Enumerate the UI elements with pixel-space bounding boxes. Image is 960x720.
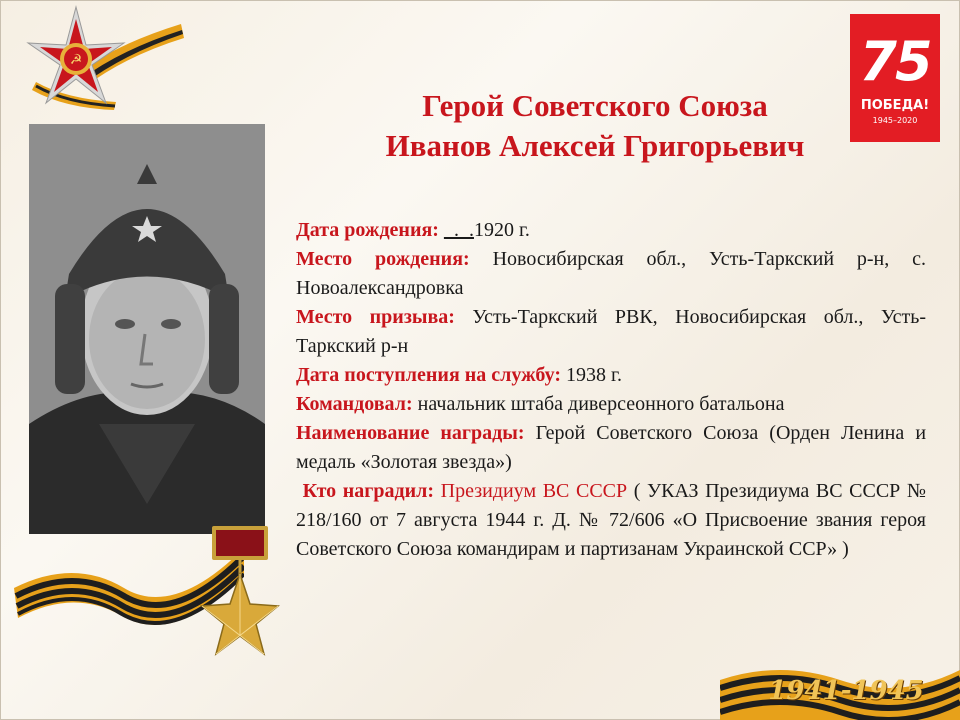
title-line-2: Иванов Алексей Григорьевич bbox=[385, 128, 805, 163]
draft-place-value: Усть-Таркский РВК, Новосибирская обл., Усть-Таркский р-н bbox=[296, 306, 926, 357]
badge-number: 75 bbox=[859, 30, 931, 93]
award-value: Герой Советского Союза (Орден Ленина и медаль «Золотая звезда») bbox=[296, 422, 927, 473]
badge-years: 1945–2020 bbox=[872, 116, 918, 125]
birth-date-row bbox=[296, 216, 926, 245]
awarded-by-row bbox=[296, 477, 926, 564]
birth-date-blank: _._. bbox=[443, 219, 474, 241]
award-label: Наименование награды: bbox=[296, 422, 525, 444]
birth-date-label: Дата рождения: bbox=[296, 219, 439, 241]
birth-place-value: Новосибирская обл., Усть-Таркский р-н, с. Новоалександровка bbox=[296, 248, 927, 299]
soldier-portrait bbox=[29, 124, 265, 534]
biography-block bbox=[296, 216, 926, 564]
order-of-patriotic-war-icon bbox=[6, 4, 186, 114]
commanded-row bbox=[296, 390, 926, 419]
awarded-by-org: Президиум ВС СССР bbox=[440, 480, 628, 502]
badge-word: ПОБЕДА! bbox=[860, 98, 930, 113]
page-title bbox=[300, 86, 890, 166]
gold-star-medal-icon bbox=[200, 522, 280, 662]
service-date-value: 1938 г. bbox=[566, 364, 622, 386]
commanded-value: начальник штаба диверсеонного батальона bbox=[417, 393, 785, 415]
draft-place-label: Место призыва: bbox=[296, 306, 455, 328]
award-row bbox=[296, 419, 926, 477]
birth-place-label: Место рождения: bbox=[296, 248, 470, 270]
birth-date-value: 1920 г. bbox=[473, 219, 530, 241]
svg-text:☭: ☭ bbox=[69, 52, 83, 68]
ribbon-years: 1941-1945 bbox=[768, 676, 924, 706]
title-line-1: Герой Советского Союза bbox=[422, 88, 768, 123]
awarded-by-label: Кто наградил: bbox=[302, 480, 435, 502]
service-date-label: Дата поступления на службу: bbox=[296, 364, 561, 386]
draft-place-row bbox=[296, 303, 926, 361]
service-date-row bbox=[296, 361, 926, 390]
birth-place-row bbox=[296, 245, 926, 303]
commanded-label: Командовал: bbox=[296, 393, 413, 415]
awarded-by-value: ( УКАЗ Президиума ВС СССР № 218/160 от 7 августа 1944 г. Д. № 72/606 «О Присвоение звания героя Советского Союза командирам и партизанам Украинской ССР» ) bbox=[296, 480, 926, 560]
